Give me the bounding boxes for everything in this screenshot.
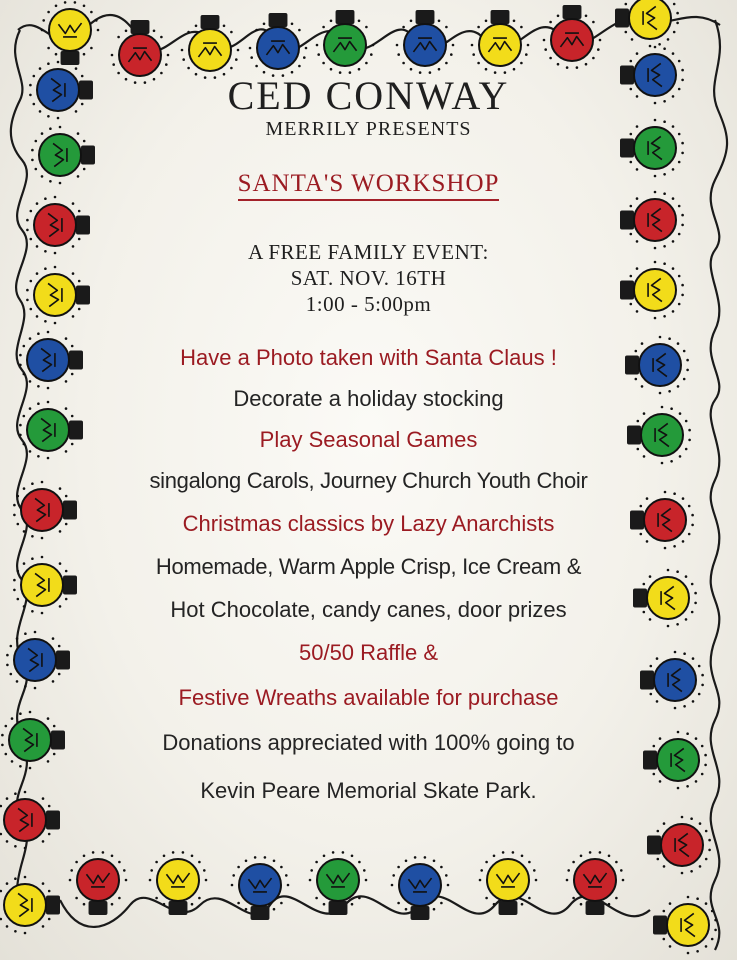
presents-line: MERRILY PRESENTS [265,118,472,140]
event-time: 1:00 - 5:00pm [305,292,432,316]
event-type: A FREE FAMILY EVENT: [248,240,489,264]
event-date: SAT. NOV. 16TH [290,266,447,290]
activity-item: 50/50 Raffle & [298,640,439,665]
activity-item: Homemade, Warm Apple Crisp, Ice Cream & [155,554,582,579]
host-name: CED CONWAY [227,73,510,118]
event-title-wrap [0,170,737,201]
activity-item: Kevin Peare Memorial Skate Park. [200,778,537,803]
activity-item: Have a Photo taken with Santa Claus ! [180,345,557,370]
activity-item: Christmas classics by Lazy Anarchists [182,511,555,536]
activity-item: Donations appreciated with 100% going to [162,730,575,755]
activity-item: singalong Carols, Journey Church Youth Choir [149,468,588,493]
activity-item: Festive Wreaths available for purchase [178,685,559,710]
activity-item: Hot Chocolate, candy canes, door prizes [170,597,567,622]
event-title: SANTA'S WORKSHOP [238,170,500,201]
activity-item: Play Seasonal Games [259,427,478,452]
activity-item: Decorate a holiday stocking [233,386,504,411]
